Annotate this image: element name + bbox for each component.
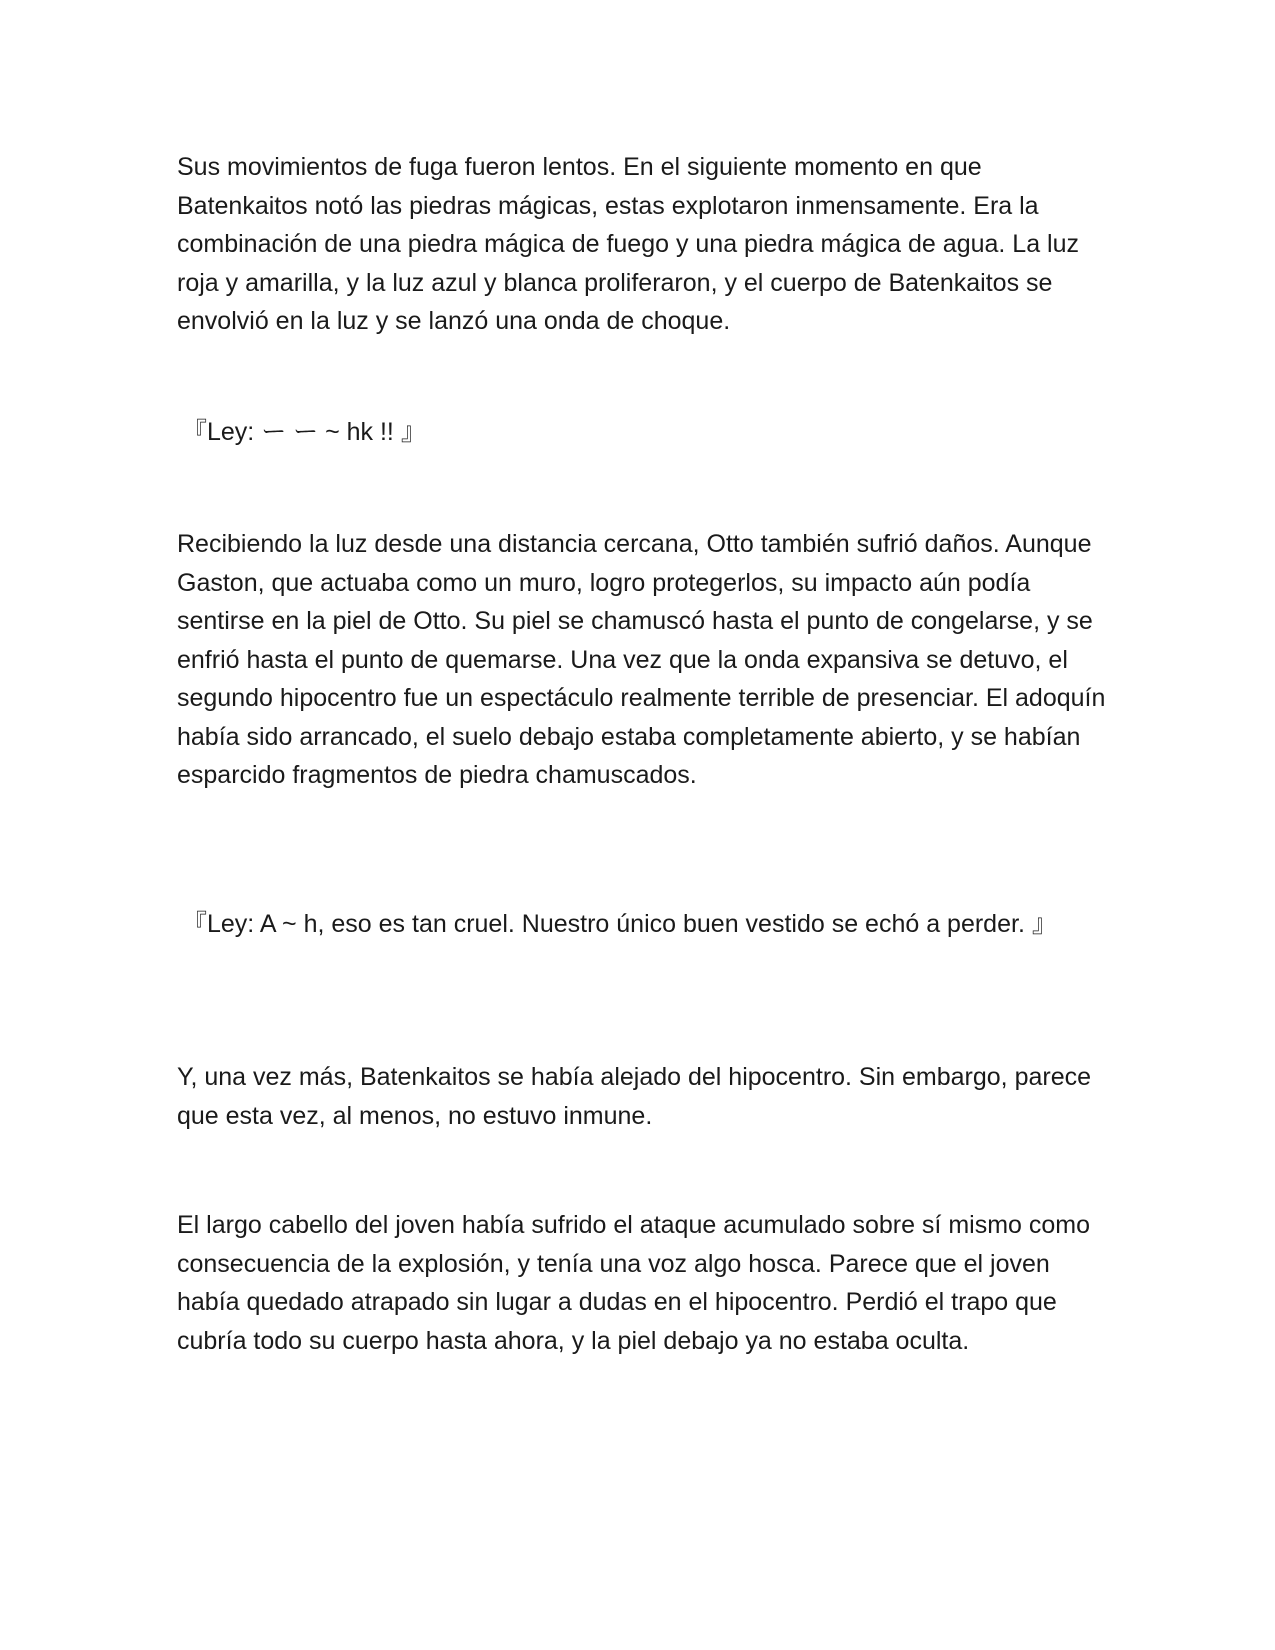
paragraph [177, 148, 1112, 341]
paragraph-text: El largo cabello del joven había sufrido el ataque acumulado sobre sí mismo como consecuencia de la explosión, y tenía una voz algo hosca. Parece que el joven había quedado atrapado sin lugar a dudas en el hipocentro. Perdió el trapo que cubría todo su cuerpo hasta ahora, y la piel debajo ya no estaba oculta. [177, 1211, 1091, 1355]
paragraph [177, 1206, 1112, 1360]
dialogue-text: 『Ley: A ~ h, eso es tan cruel. Nuestro único buen vestido se echó a perder. 』 [182, 910, 1057, 938]
paragraph-text: Recibiendo la luz desde una distancia cercana, Otto también sufrió daños. Aunque Gaston, que actuaba como un muro, logro protegerlos, su impacto aún podía sentirse en la piel de Otto. Su piel se chamuscó hasta el punto de congelarse, y se enfrió hasta el punto de quemarse. Una vez que la onda expansiva se detuvo, el segundo hipocentro fue un espectáculo realmente terrible de presenciar. El adoquín había sido arrancado, el suelo debajo estaba completamente abierto, y se habían esparcido fragmentos de piedra chamuscados. [177, 530, 1106, 789]
dialogue-text: 『Ley: ー ー ~ hk !! 』 [182, 418, 426, 446]
paragraph-text: Sus movimientos de fuga fueron lentos. En el siguiente momento en que Batenkaitos notó las piedras mágicas, estas explotaron inmensamente. Era la combinación de una piedra mágica de fuego y una piedra mágica de agua. La luz roja y amarilla, y la luz azul y blanca proliferaron, y el cuerpo de Batenkaitos se envolvió en la luz y se lanzó una onda de choque. [177, 153, 1080, 335]
paragraph [177, 1058, 1112, 1135]
paragraph [177, 525, 1112, 795]
dialogue-line [182, 413, 1117, 452]
paragraph-text: Y, una vez más, Batenkaitos se había alejado del hipocentro. Sin embargo, parece que esta vez, al menos, no estuvo inmune. [177, 1063, 1092, 1130]
dialogue-line [182, 905, 1117, 944]
